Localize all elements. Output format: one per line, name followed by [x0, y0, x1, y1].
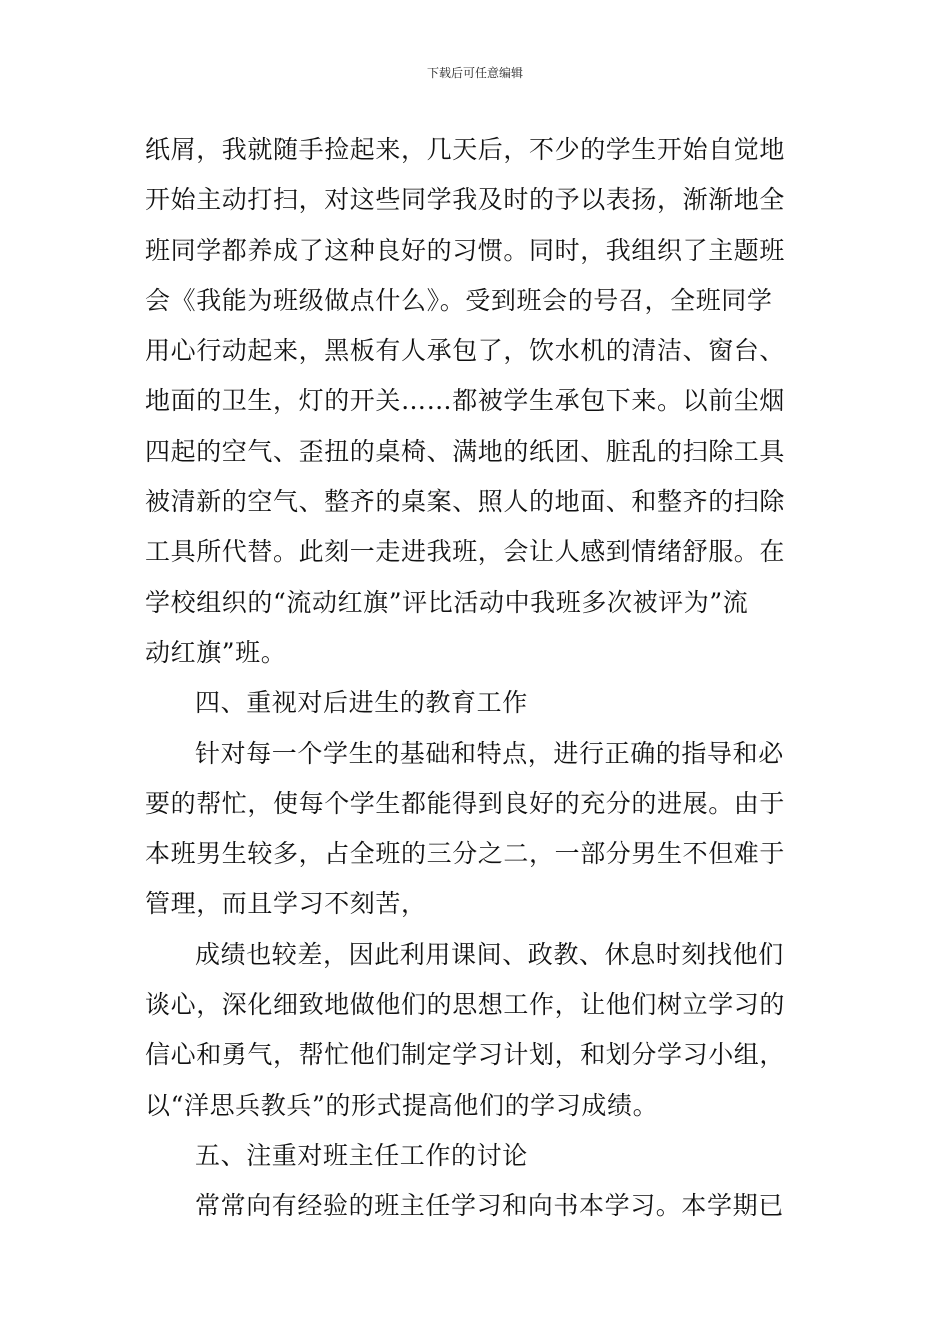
text-line: 四、重视对后进生的教育工作 — [195, 688, 528, 718]
text-line: 以“洋思兵教兵”的形式提高他们的学习成绩。 — [145, 1090, 659, 1120]
text-line: 针对每一个学生的基础和特点，进行正确的指导和必 — [195, 738, 784, 768]
text-line: 动红旗”班。 — [145, 637, 287, 667]
text-line: 班同学都养成了这种良好的习惯。同时，我组织了主题班 — [145, 235, 786, 265]
text-line: 管理，而且学习不刻苦， — [145, 889, 427, 919]
text-line: 学校组织的“流动红旗”评比活动中我班多次被评为”流 — [145, 587, 749, 617]
text-line: 要的帮忙，使每个学生都能得到良好的充分的进展。由于 — [145, 788, 786, 818]
text-line: 地面的卫生，灯的开关……都被学生承包下来。以前尘烟 — [145, 386, 786, 416]
text-line: 会《我能为班级做点什么》。受到班会的号召，全班同学 — [145, 285, 773, 315]
page-header: 下载后可任意编辑 — [426, 66, 523, 80]
text-line: 信心和勇气，帮忙他们制定学习计划，和划分学习小组， — [145, 1040, 786, 1070]
text-line: 成绩也较差，因此利用课间、政教、休息时刻找他们 — [195, 939, 784, 969]
text-line: 开始主动打扫，对这些同学我及时的予以表扬，渐渐地全 — [145, 185, 786, 215]
text-line: 常常向有经验的班主任学习和向书本学习。本学期已 — [195, 1191, 784, 1221]
text-line: 五、注重对班主任工作的讨论 — [195, 1140, 528, 1170]
text-line: 谈心，深化细致地做他们的思想工作，让他们树立学习的 — [145, 990, 786, 1020]
text-line: 用心行动起来，黑板有人承包了，饮水机的清洁、窗台、 — [145, 336, 786, 366]
text-line: 纸屑，我就随手捡起来，几天后，不少的学生开始自觉地 — [145, 135, 786, 164]
text-line: 工具所代替。此刻一走进我班，会让人感到情绪舒服。在 — [145, 537, 786, 567]
text-line: 本班男生较多，占全班的三分之二，一部分男生不但难于 — [145, 839, 786, 869]
document-body — [145, 125, 815, 1232]
text-line: 四起的空气、歪扭的桌椅、满地的纸团、脏乱的扫除工具 — [145, 436, 786, 466]
text-line: 被清新的空气、整齐的桌案、照人的地面、和整齐的扫除 — [145, 487, 786, 517]
